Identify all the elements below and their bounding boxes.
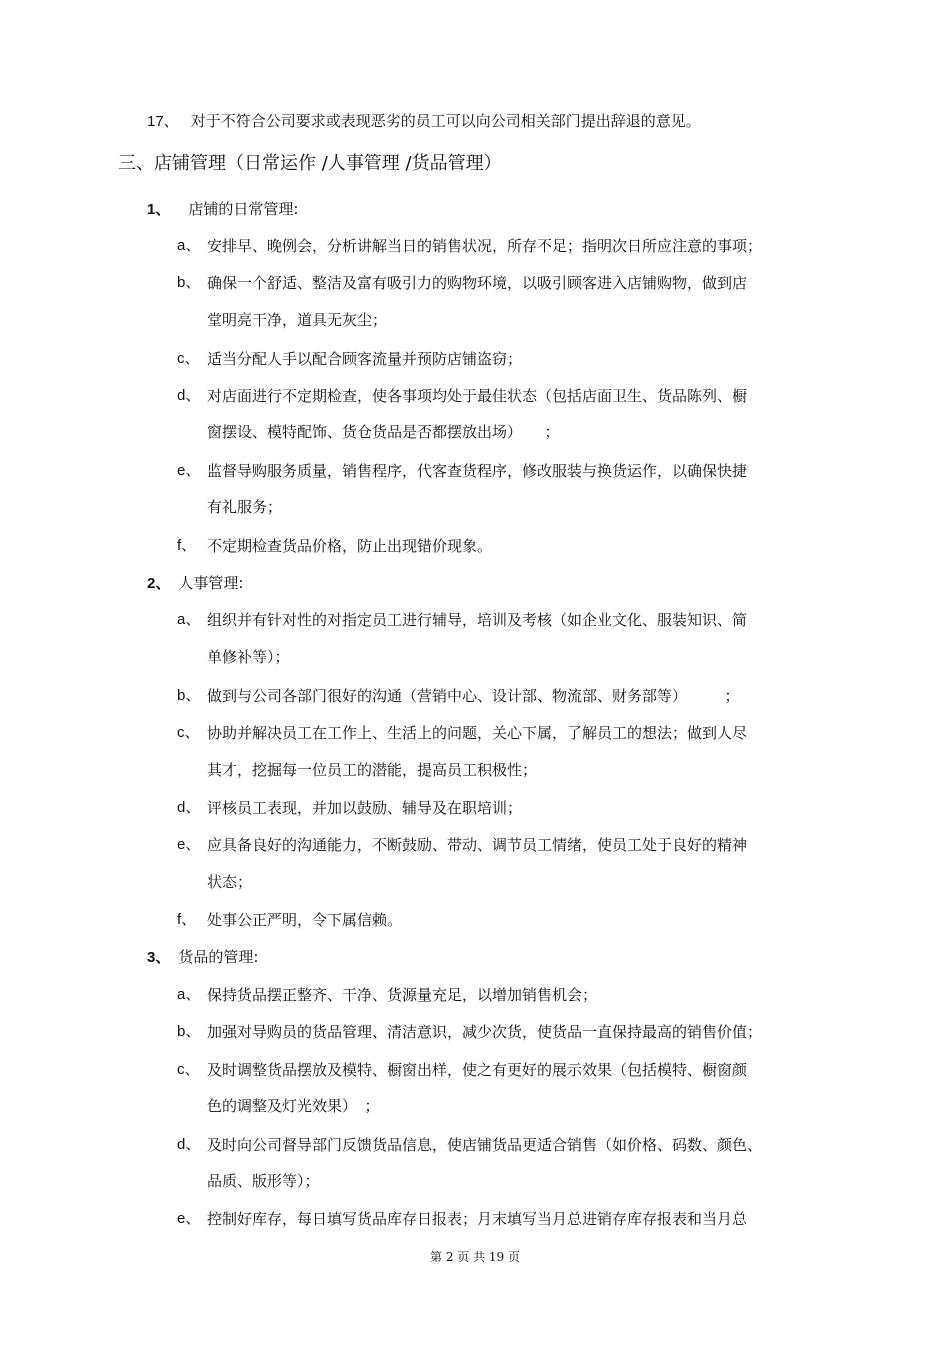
- list-item-text: 评核员工表现，并加以鼓励、辅导及在职培训；: [207, 799, 523, 817]
- list-item-text: 对店面进行不定期检查，使各事项均处于最佳状态（包括店面卫生、货品陈列、橱: [207, 387, 748, 405]
- list-item-letter: e、: [177, 836, 201, 853]
- list-item-text: 窗摆设、模特配饰、货仓货品是否都摆放出场） ；: [207, 423, 560, 441]
- list-item-text: 及时向公司督导部门反馈货品信息，使店铺货品更适合销售（如价格、码数、颜色、: [207, 1136, 763, 1154]
- group-title: 货品的管理:: [178, 948, 259, 966]
- list-item-letter: a、: [177, 986, 201, 1003]
- list-item-letter: a、: [177, 237, 201, 254]
- list-item-letter: c、: [177, 724, 200, 741]
- list-item-text: 协助并解决员工在工作上、生活上的问题，关心下属，了解员工的想法；做到人尽: [207, 724, 748, 742]
- list-item-text: 安排早、晚例会，分析讲解当日的销售状况，所存不足；指明次日所应注意的事项；: [207, 237, 763, 255]
- list-item-letter: e、: [177, 462, 201, 479]
- group-number: 1、: [147, 201, 171, 218]
- list-item-text: 适当分配人手以配合顾客流量并预防店铺盗窃；: [207, 350, 523, 368]
- list-item-text: 堂明亮干净，道具无灰尘；: [207, 311, 388, 329]
- list-item-text: 及时调整货品摆放及模特、橱窗出样，使之有更好的展示效果（包括模特、橱窗颜: [207, 1061, 748, 1079]
- list-item-letter: d、: [177, 799, 201, 816]
- list-item-text: 应具备良好的沟通能力，不断鼓励、带动、调节员工情绪，使员工处于良好的精神: [207, 836, 748, 854]
- list-item-text: 做到与公司各部门很好的沟通（营销中心、设计部、物流部、财务部等） ；: [207, 687, 740, 705]
- group-number: 3、: [147, 949, 171, 966]
- list-item-text: 保持货品摆正整齐、干净、货源量充足，以增加销售机会；: [207, 986, 598, 1004]
- group-number: 2、: [147, 575, 171, 592]
- list-item-letter: b、: [177, 274, 201, 291]
- list-item-text: 监督导购服务质量，销售程序，代客查货程序，修改服装与换货运作，以确保快捷: [207, 462, 748, 480]
- list-item-text: 加强对导购员的货品管理、清洁意识，减少次货，使货品一直保持最高的销售价值；: [207, 1023, 763, 1041]
- list-item-letter: d、: [177, 1136, 201, 1153]
- list-item-text: 有礼服务；: [207, 498, 283, 516]
- list-item-text: 其才，挖掘每一位员工的潜能，提高员工积极性；: [207, 761, 538, 779]
- group-heading-2: [147, 573, 243, 594]
- item-17-text: 对于不符合公司要求或表现恶劣的员工可以向公司相关部门提出辞退的意见。: [190, 112, 701, 130]
- list-item-letter: f、: [177, 911, 197, 928]
- list-item-text: 单修补等）；: [207, 648, 290, 666]
- group-heading-3: [147, 947, 258, 968]
- group-title: 店铺的日常管理:: [188, 200, 299, 218]
- list-item-letter: e、: [177, 1210, 201, 1227]
- page-footer: 第 2 页 共 19 页: [430, 1250, 520, 1264]
- group-heading-1: [147, 199, 298, 220]
- list-item-text: 状态；: [207, 873, 253, 891]
- list-item-letter: b、: [177, 1023, 201, 1040]
- item-17: [147, 111, 701, 132]
- list-item-letter: d、: [177, 387, 201, 404]
- section-title: 三、店铺管理（日常运作 /人事管理 /货品管理）: [118, 153, 502, 174]
- list-item-text: 处事公正严明，令下属信赖。: [207, 911, 403, 929]
- list-item-letter: c、: [177, 1061, 200, 1078]
- list-item-text: 确保一个舒适、整洁及富有吸引力的购物环境，以吸引顾客进入店铺购物，做到店: [207, 274, 748, 292]
- list-item-text: 组织并有针对性的对指定员工进行辅导，培训及考核（如企业文化、服装知识、简: [207, 611, 748, 629]
- list-item-text: 不定期检查货品价格，防止出现错价现象。: [207, 537, 493, 555]
- list-item-text: 色的调整及灯光效果） ；: [207, 1097, 380, 1115]
- group-title: 人事管理:: [178, 574, 244, 592]
- list-item-letter: f、: [177, 537, 197, 554]
- list-item-letter: b、: [177, 687, 201, 704]
- item-17-number: 17、: [147, 113, 179, 130]
- list-item-letter: c、: [177, 350, 200, 367]
- list-item-letter: a、: [177, 611, 201, 628]
- list-item-text: 控制好库存，每日填写货品库存日报表；月末填写当月总进销存库存报表和当月总: [207, 1210, 748, 1228]
- list-item-text: 品质、版形等）；: [207, 1172, 320, 1190]
